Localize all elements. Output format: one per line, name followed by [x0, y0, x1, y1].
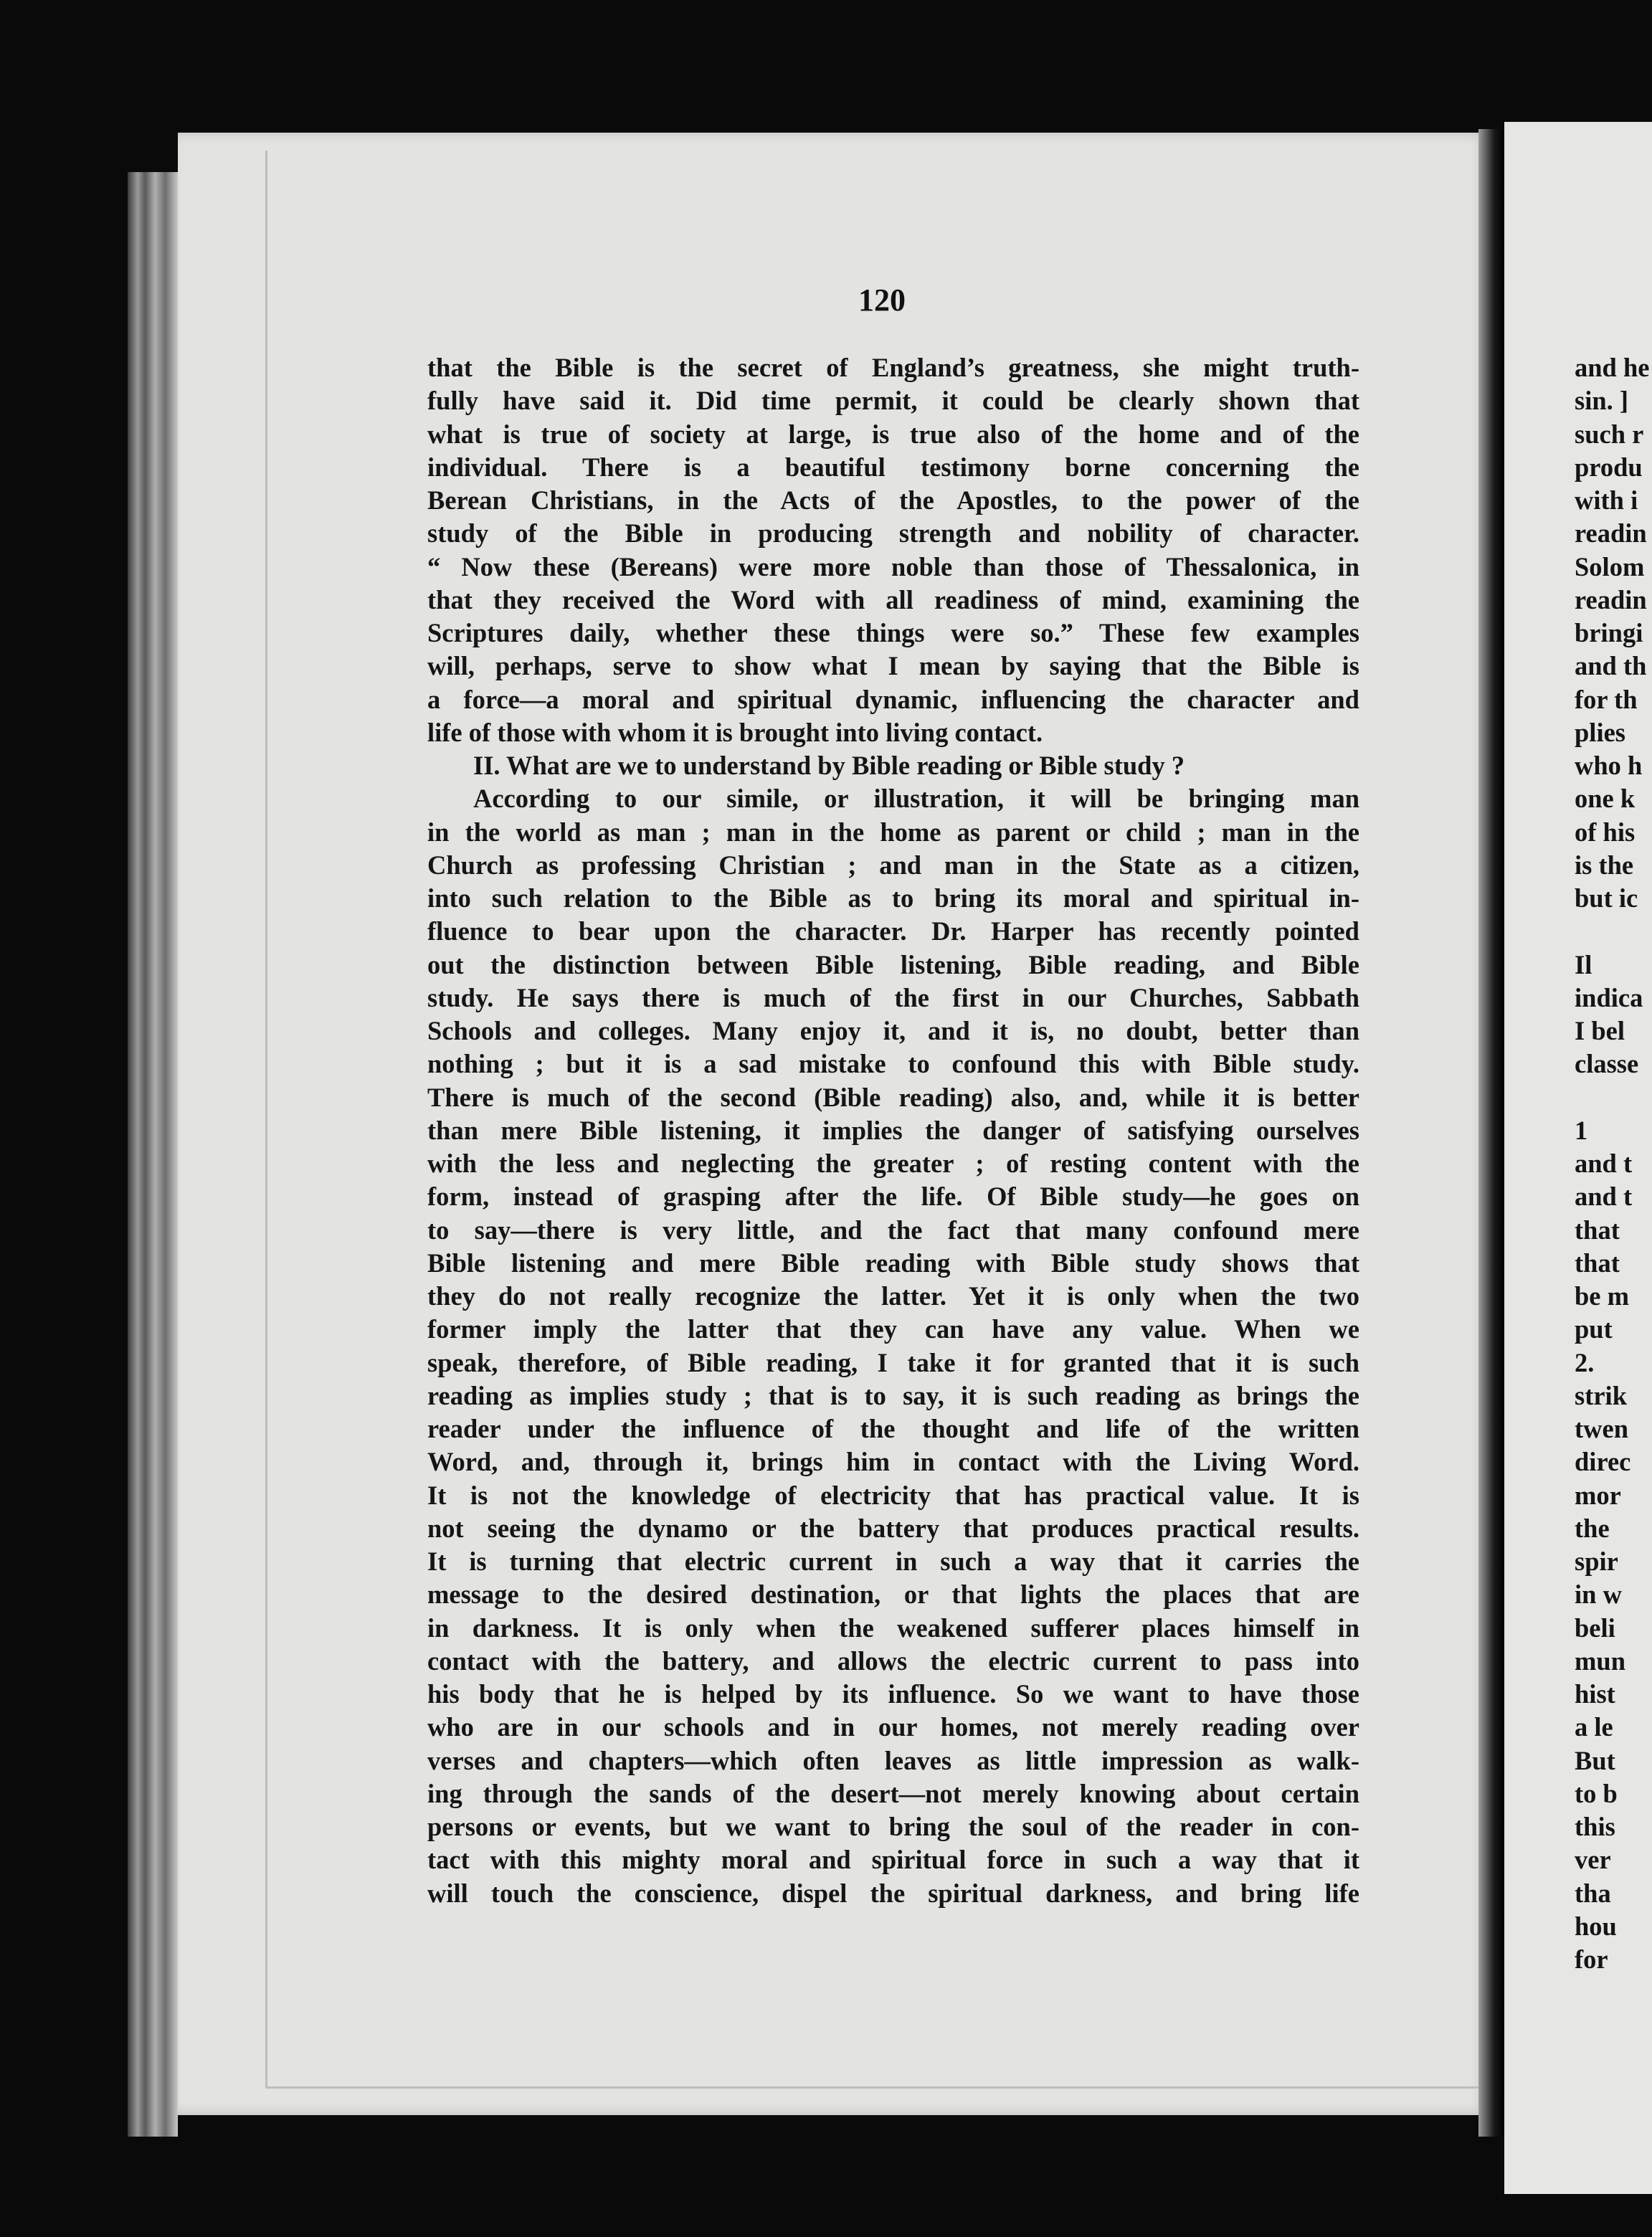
- right-text-line: that: [1575, 1215, 1620, 1245]
- right-text-line: is the: [1575, 850, 1634, 880]
- text-line: individual. There is a beautiful testimony borne concerning the: [427, 452, 1359, 482]
- text-line: with the less and neglecting the greater ; of resting content with the: [427, 1149, 1359, 1178]
- text-line: into such relation to the Bible as to bring its moral and spiritual in-: [427, 883, 1359, 913]
- text-line: It is not the knowledge of electricity that has practical value. It is: [427, 1480, 1359, 1510]
- right-text-line: this: [1575, 1812, 1615, 1841]
- right-text-line: twen: [1575, 1414, 1629, 1443]
- right-text-line: hist: [1575, 1679, 1615, 1709]
- right-text-line: put: [1575, 1314, 1613, 1344]
- text-line: form, instead of grasping after the life. Of Bible study—he goes on: [427, 1182, 1359, 1212]
- text-line: There is much of the second (Bible reading) also, and, while it is better: [427, 1082, 1359, 1112]
- text-line: will touch the conscience, dispel the spiritual darkness, and bring life: [427, 1878, 1359, 1908]
- right-text-line: I bel: [1575, 1016, 1625, 1045]
- text-line: fully have said it. Did time permit, it could be clearly shown that: [427, 386, 1359, 416]
- text-line: they do not really recognize the latter. Yet it is only when the two: [427, 1281, 1359, 1311]
- right-text-line: to b: [1575, 1778, 1618, 1808]
- right-text-line: bringi: [1575, 618, 1643, 647]
- text-line: According to our simile, or illustration, it will be bringing man: [473, 784, 1359, 814]
- right-text-line: readin: [1575, 584, 1647, 614]
- right-text-line: But: [1575, 1745, 1615, 1775]
- text-line: Bible listening and mere Bible reading with Bible study shows that: [427, 1248, 1359, 1278]
- text-line: not seeing the dynamo or the battery that produces practical results.: [427, 1513, 1359, 1543]
- right-text-line: indica: [1575, 982, 1643, 1012]
- right-text-line: plies: [1575, 717, 1625, 747]
- right-page-text-fragment: [1575, 351, 1652, 1976]
- text-line: that the Bible is the secret of England’s greatness, she might truth-: [427, 353, 1359, 382]
- right-text-line: produ: [1575, 452, 1643, 482]
- right-text-line: who h: [1575, 751, 1643, 780]
- page-number: 120: [858, 282, 906, 318]
- text-line: Church as professing Christian ; and man in the State as a citizen,: [427, 850, 1359, 880]
- right-text-line: and th: [1575, 651, 1647, 681]
- right-text-line: 1: [1575, 1115, 1588, 1145]
- right-text-line: readin: [1575, 518, 1647, 548]
- right-text-line: mor: [1575, 1480, 1621, 1510]
- text-line: persons or events, but we want to bring the soul of the reader in con-: [427, 1812, 1359, 1841]
- left-page-text: [427, 351, 1359, 1910]
- text-line: in the world as man ; man in the home as parent or child ; man in the: [427, 817, 1359, 847]
- right-text-line: the: [1575, 1513, 1610, 1543]
- text-line: former imply the latter that they can have any value. When we: [427, 1314, 1359, 1344]
- right-text-line: [1575, 1081, 1652, 1114]
- text-line: tact with this mighty moral and spiritual force in such a way that it: [427, 1845, 1359, 1875]
- right-text-line: sin. ]: [1575, 386, 1629, 416]
- book-edge: [128, 172, 178, 2137]
- right-text-line: but ic: [1575, 883, 1638, 913]
- text-line: his body that he is helped by its influence. So we want to have those: [427, 1679, 1359, 1709]
- text-line: Scriptures daily, whether these things were so.” These few examples: [427, 618, 1359, 647]
- text-line: a force—a moral and spiritual dynamic, influencing the character and: [427, 684, 1359, 714]
- text-line: that they received the Word with all readiness of mind, examining the: [427, 584, 1359, 614]
- text-line: out the distinction between Bible listening, Bible reading, and Bible: [427, 949, 1359, 979]
- right-text-line: Solom: [1575, 551, 1645, 581]
- text-line: contact with the battery, and allows the electric current to pass into: [427, 1645, 1359, 1676]
- right-text-line: be m: [1575, 1281, 1630, 1311]
- text-line: II. What are we to understand by Bible reading or Bible study ?: [473, 751, 1185, 780]
- right-text-line: [1575, 915, 1652, 948]
- right-text-line: classe: [1575, 1049, 1639, 1079]
- right-text-line: strik: [1575, 1380, 1627, 1410]
- text-line: reading as implies study ; that is to say, it is such reading as brings the: [427, 1380, 1359, 1410]
- text-line: “ Now these (Bereans) were more noble than those of Thessalonica, in: [427, 551, 1359, 581]
- right-text-line: a le: [1575, 1712, 1613, 1742]
- right-text-line: 2.: [1575, 1347, 1595, 1377]
- text-line: Word, and, through it, brings him in contact with the Living Word.: [427, 1447, 1359, 1477]
- right-text-line: such r: [1575, 419, 1644, 449]
- text-line: fluence to bear upon the character. Dr. Harper has recently pointed: [427, 916, 1359, 946]
- text-line: study of the Bible in producing strength and nobility of character.: [427, 518, 1359, 548]
- text-line: life of those with whom it is brought into living contact.: [427, 717, 1043, 747]
- text-line: It is turning that electric current in such a way that it carries the: [427, 1547, 1359, 1576]
- right-text-line: for: [1575, 1944, 1608, 1974]
- right-text-line: in w: [1575, 1580, 1622, 1610]
- text-line: reader under the influence of the thought and life of the written: [427, 1414, 1359, 1443]
- right-text-line: and t: [1575, 1182, 1633, 1212]
- right-text-line: of his: [1575, 817, 1636, 847]
- right-text-line: Il: [1575, 949, 1592, 979]
- text-line: who are in our schools and in our homes, not merely reading over: [427, 1712, 1359, 1742]
- right-text-line: one k: [1575, 784, 1636, 814]
- text-line: nothing ; but it is a sad mistake to confound this with Bible study.: [427, 1049, 1359, 1079]
- text-line: verses and chapters—which often leaves as little impression as walk-: [427, 1745, 1359, 1775]
- right-text-line: that: [1575, 1248, 1620, 1278]
- text-line: speak, therefore, of Bible reading, I take it for granted that it is such: [427, 1347, 1359, 1377]
- text-line: than mere Bible listening, it implies the danger of satisfying ourselves: [427, 1115, 1359, 1145]
- text-line: what is true of society at large, is true also of the home and of the: [427, 419, 1359, 449]
- text-line: ing through the sands of the desert—not merely knowing about certain: [427, 1778, 1359, 1808]
- right-text-line: and t: [1575, 1149, 1633, 1178]
- right-text-line: for th: [1575, 684, 1638, 714]
- right-text-line: hou: [1575, 1911, 1617, 1941]
- right-text-line: spir: [1575, 1547, 1618, 1576]
- text-line: will, perhaps, serve to show what I mean by saying that the Bible is: [427, 651, 1359, 681]
- right-text-line: beli: [1575, 1613, 1615, 1643]
- right-text-line: mun: [1575, 1645, 1626, 1676]
- text-line: Berean Christians, in the Acts of the Apostles, to the power of the: [427, 485, 1359, 515]
- text-line: to say—there is very little, and the fact that many confound mere: [427, 1215, 1359, 1245]
- right-text-line: and he: [1575, 353, 1650, 382]
- text-line: Schools and colleges. Many enjoy it, and it is, no doubt, better than: [427, 1016, 1359, 1045]
- text-line: in darkness. It is only when the weakened sufferer places himself in: [427, 1613, 1359, 1643]
- text-line: message to the desired destination, or that lights the places that are: [427, 1580, 1359, 1610]
- right-text-line: direc: [1575, 1447, 1631, 1477]
- book-gutter: [1478, 129, 1504, 2137]
- text-line: study. He says there is much of the first in our Churches, Sabbath: [427, 982, 1359, 1012]
- right-text-line: tha: [1575, 1878, 1611, 1908]
- right-text-line: with i: [1575, 485, 1638, 515]
- right-text-line: ver: [1575, 1845, 1611, 1875]
